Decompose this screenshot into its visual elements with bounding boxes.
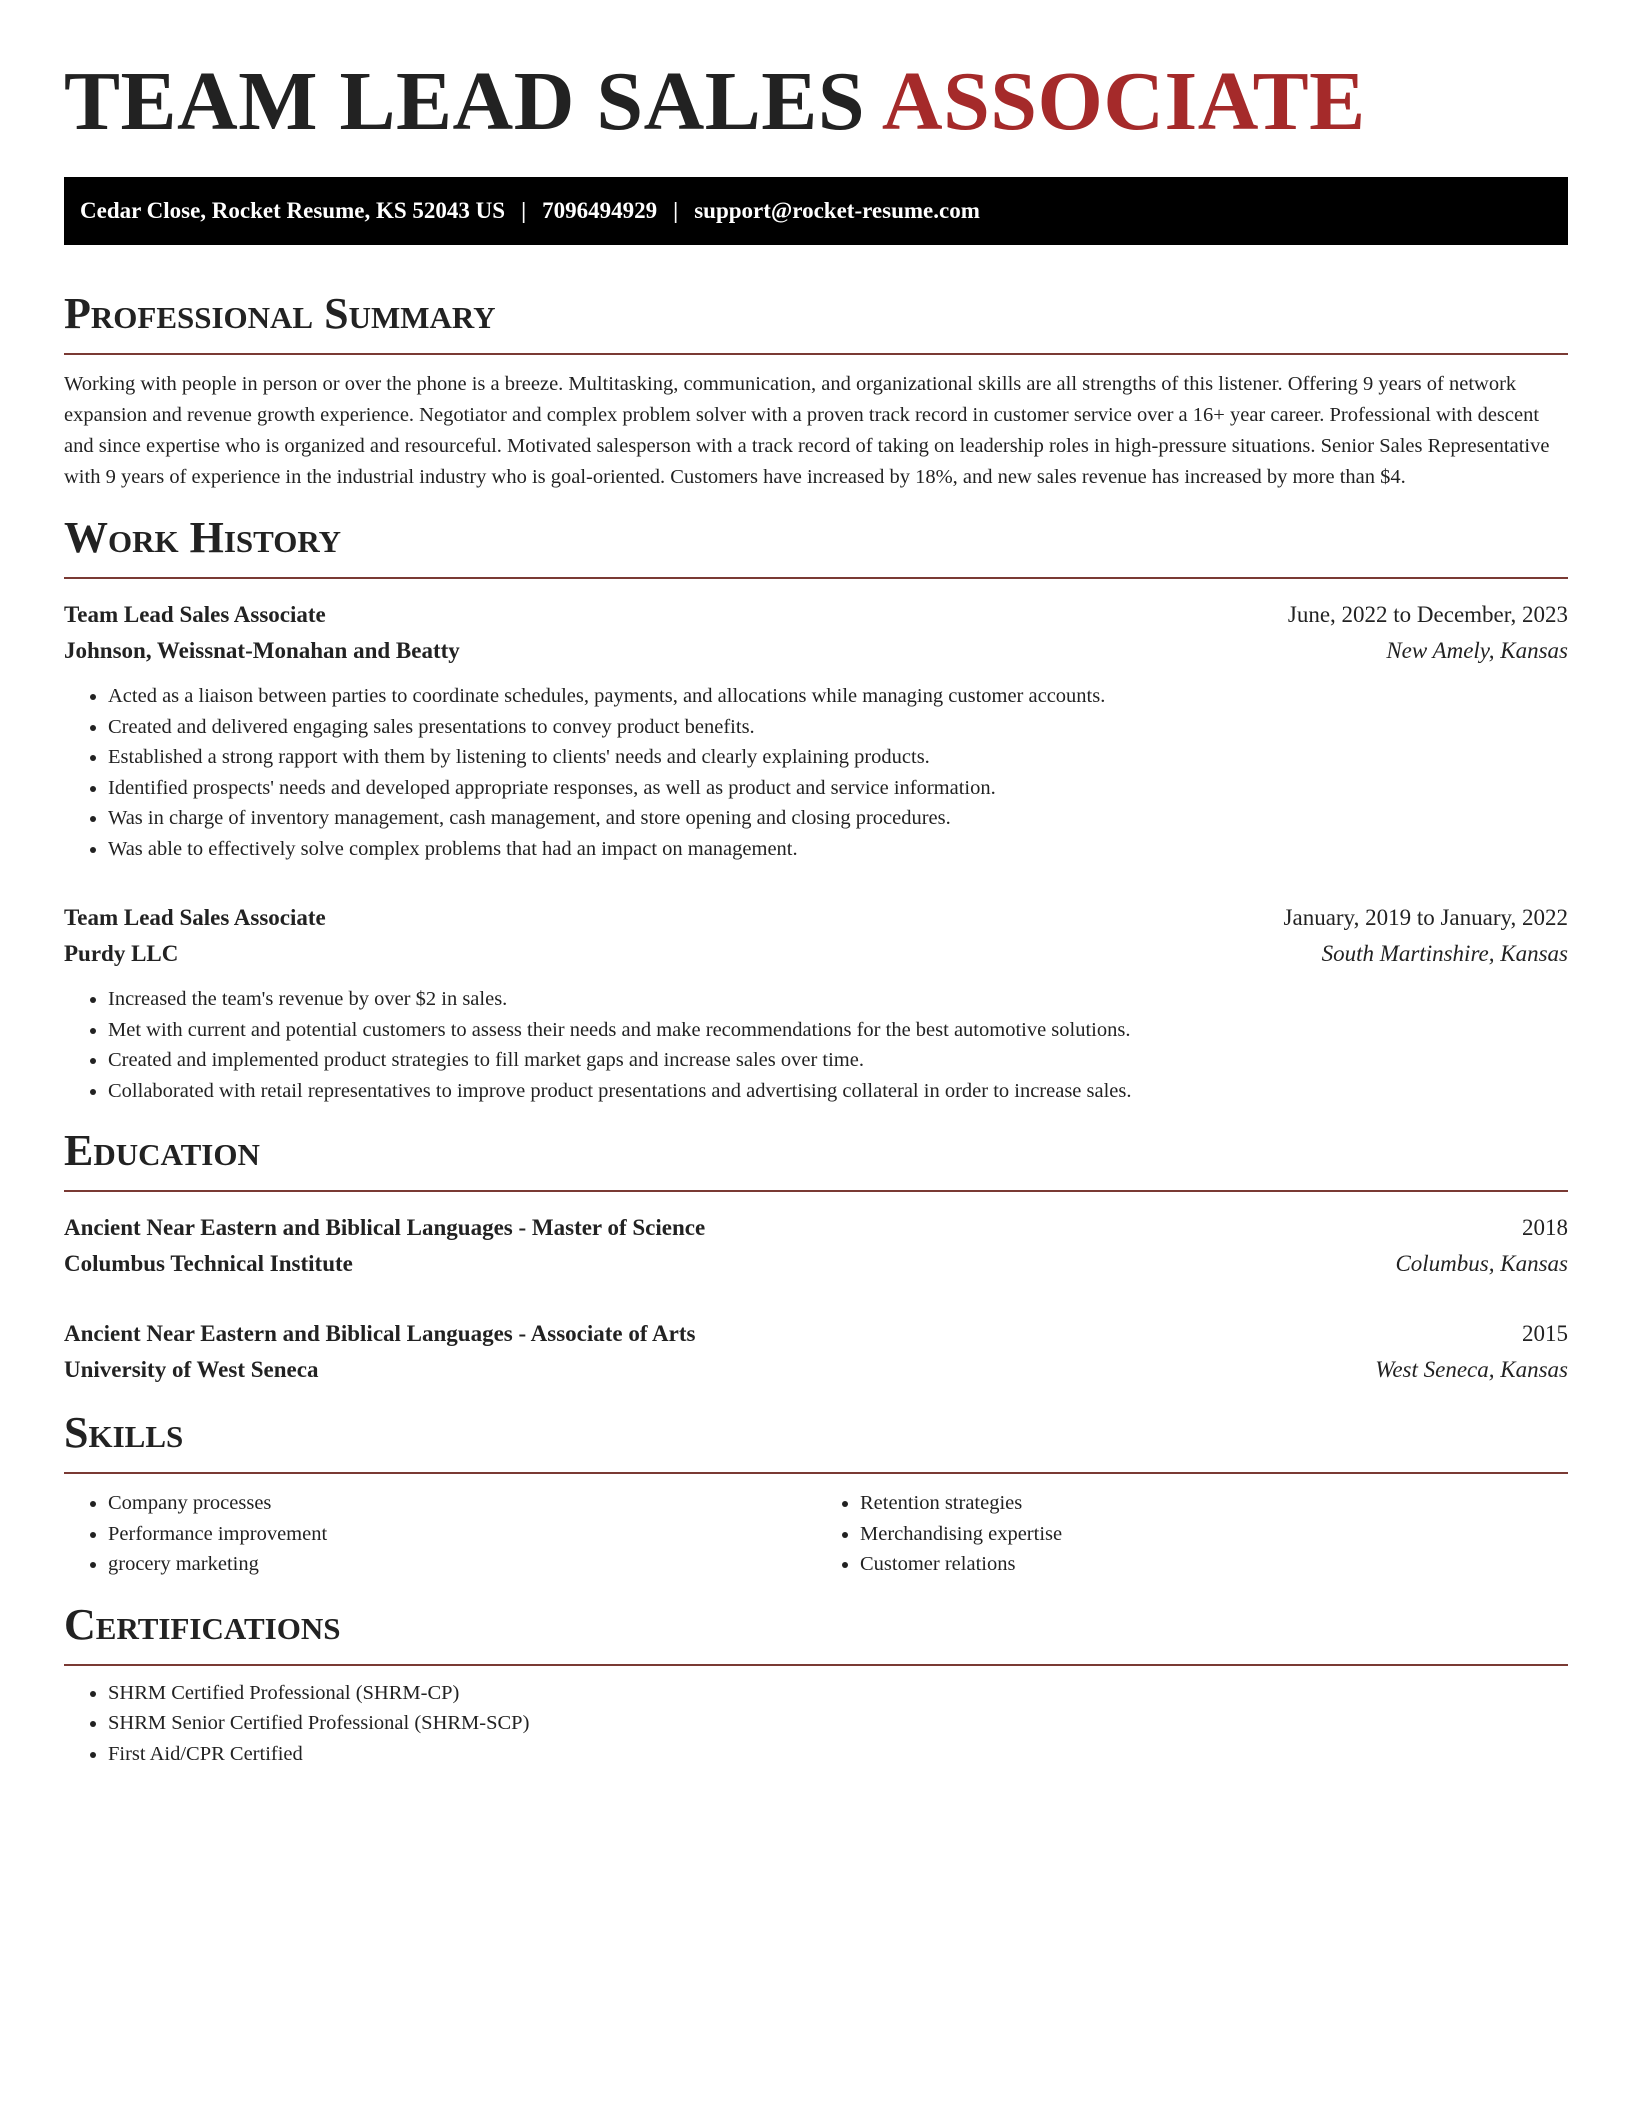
job-bullet: • Identified prospects' needs and developed appropriate responses, as well as product and service information. — [108, 773, 1568, 804]
job-company-row — [64, 633, 1568, 669]
contact-phone[interactable]: 7096494929 — [542, 198, 658, 223]
education-year: 2018 — [1522, 1215, 1568, 1240]
certifications-section — [64, 1600, 1568, 1770]
job-location: New Amely, Kansas — [1386, 638, 1568, 663]
skill-item: • grocery marketing — [108, 1549, 816, 1580]
work-history-section — [64, 513, 1568, 1106]
job-bullet: • Increased the team's revenue by over $2 in sales. — [108, 984, 1568, 1015]
job-bullets — [64, 984, 1568, 1106]
certification-item: • First Aid/CPR Certified — [108, 1739, 1568, 1770]
education-school-row — [64, 1352, 1568, 1388]
certification-item: • SHRM Certified Professional (SHRM-CP) — [108, 1678, 1568, 1709]
education-school: Columbus Technical Institute — [64, 1251, 353, 1276]
job-location: South Martinshire, Kansas — [1321, 941, 1568, 966]
job-bullet: • Was able to effectively solve complex problems that had an impact on management. — [108, 834, 1568, 865]
job-bullet: • Created and delivered engaging sales presentations to convey product benefits. — [108, 712, 1568, 743]
skill-item: • Retention strategies — [860, 1488, 1568, 1519]
education-entry — [64, 1316, 1568, 1388]
skills-column-left — [64, 1488, 816, 1580]
section-title-skills: Skills — [64, 1408, 1568, 1474]
certification-list — [64, 1678, 1568, 1770]
job-dates: June, 2022 to December, 2023 — [1287, 602, 1568, 627]
job-dates: January, 2019 to January, 2022 — [1283, 905, 1568, 930]
job-entry — [64, 597, 1568, 864]
certification-item: • SHRM Senior Certified Professional (SHRM-SCP) — [108, 1708, 1568, 1739]
education-degree: Ancient Near Eastern and Biblical Languages - Master of Science — [64, 1215, 706, 1240]
section-title-certifications: Certifications — [64, 1600, 1568, 1666]
job-bullet: • Was in charge of inventory management, cash management, and store opening and closing procedures. — [108, 803, 1568, 834]
education-year: 2015 — [1522, 1321, 1568, 1346]
skill-item: • Merchandising expertise — [860, 1519, 1568, 1550]
section-title-education: Education — [64, 1126, 1568, 1192]
resume-title — [64, 0, 1568, 152]
skills-grid — [64, 1488, 1568, 1580]
job-bullet: • Met with current and potential customers to assess their needs and make recommendations for the best automotive solutions. — [108, 1015, 1568, 1046]
skill-item: • Customer relations — [860, 1549, 1568, 1580]
job-header-row — [64, 900, 1568, 936]
skills-section — [64, 1408, 1568, 1580]
contact-separator: | — [521, 198, 527, 223]
contact-separator: | — [673, 198, 679, 223]
job-entry — [64, 900, 1568, 1106]
education-degree-row — [64, 1210, 1568, 1246]
education-school: University of West Seneca — [64, 1357, 319, 1382]
title-main: TEAM LEAD SALES — [64, 55, 866, 148]
section-title-work-history: Work History — [64, 513, 1568, 579]
education-location: West Seneca, Kansas — [1375, 1357, 1568, 1382]
education-degree: Ancient Near Eastern and Biblical Languages - Associate of Arts — [64, 1321, 696, 1346]
education-section — [64, 1126, 1568, 1388]
skill-item: • Performance improvement — [108, 1519, 816, 1550]
education-entry — [64, 1210, 1568, 1282]
job-bullet: • Collaborated with retail representatives to improve product presentations and advertising collateral in order to increase sales. — [108, 1076, 1568, 1107]
title-accent: ASSOCIATE — [881, 55, 1366, 148]
skills-column-right — [816, 1488, 1568, 1580]
job-bullet: • Created and implemented product strategies to fill market gaps and increase sales over time. — [108, 1045, 1568, 1076]
job-company: Purdy LLC — [64, 941, 179, 966]
job-role: Team Lead Sales Associate — [64, 905, 326, 930]
summary-text: Working with people in person or over the phone is a breeze. Multitasking, communication, and organizational skills are all strengths of this listener. Offering 9 years of network expansion and revenue growth experience. Negotiator and complex problem solver with a proven track record in customer service over a 16+ year career. Professional with descent and since expertise who is organized and resourceful. Motivated salesperson with a track record of taking on leadership roles in high-pressure situations. Senior Sales Representative with 9 years of experience in the industrial industry who is goal-oriented. Customers have increased by 18%, and new sales revenue has increased by more than $4. — [64, 373, 1550, 488]
job-bullet: • Acted as a liaison between parties to coordinate schedules, payments, and allocations while managing customer accounts. — [108, 681, 1568, 712]
job-bullet: • Established a strong rapport with them by listening to clients' needs and clearly explaining products. — [108, 742, 1568, 773]
contact-bar — [64, 177, 1568, 245]
section-title-summary: Professional Summary — [64, 289, 1568, 355]
contact-address: Cedar Close, Rocket Resume, KS 52043 US — [80, 198, 506, 223]
job-header-row — [64, 597, 1568, 633]
education-location: Columbus, Kansas — [1395, 1251, 1568, 1276]
job-company-row — [64, 936, 1568, 972]
skill-item: • Company processes — [108, 1488, 816, 1519]
education-degree-row — [64, 1316, 1568, 1352]
contact-email[interactable]: support@rocket-resume.com — [694, 198, 980, 223]
job-role: Team Lead Sales Associate — [64, 602, 326, 627]
job-bullets — [64, 681, 1568, 864]
job-company: Johnson, Weissnat-Monahan and Beatty — [64, 638, 460, 663]
education-school-row — [64, 1246, 1568, 1282]
